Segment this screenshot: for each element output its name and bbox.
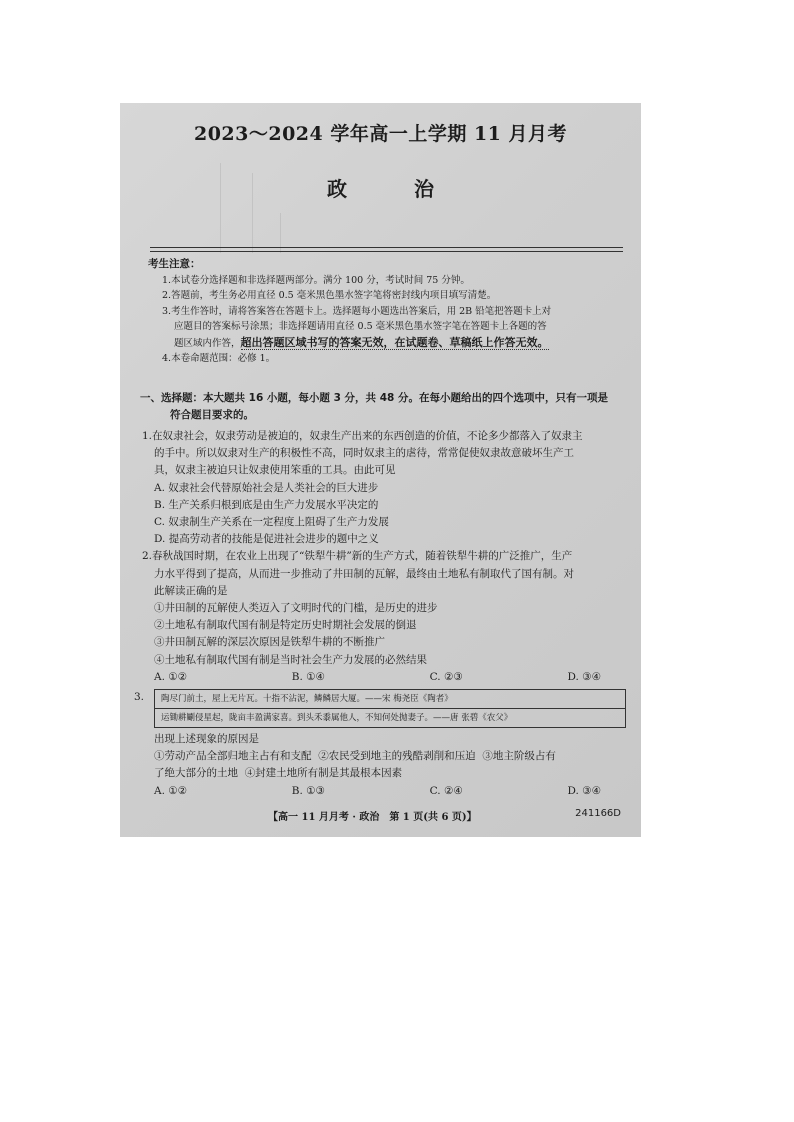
header-divider [150,247,623,248]
questions [134,428,629,800]
candidate-notice [148,257,625,367]
notice-heading: 考生注意： [148,258,201,270]
section-line: 符合题目要求的。 [170,409,254,421]
option-a: A. 奴隶社会代替原始社会是人类社会的巨大进步 [154,481,379,494]
question-2 [142,548,629,686]
question-1 [142,428,629,548]
header-divider [150,251,623,252]
question-stem: 出现上述现象的原因是 [154,733,259,746]
notice-item [148,335,625,352]
footer-page-info: 【高一 11 月月考 · 政治 第 1 页(共 6 页)】 [268,812,477,823]
option-d: D. ③④ [567,784,601,797]
exam-subject: 政 治 [327,177,464,201]
statement: ③井田制瓦解的深层次原因是铁犁牛耕的不断推广 [154,636,385,649]
poem-quote: 运锄耕劚侵星起，陇亩丰盈满家喜。到头禾黍属他人，不知何处抛妻子。——唐 张碧《农父》 [155,708,625,727]
statement: 了绝大部分的土地 [154,767,238,780]
notice-item: 4.本卷命题范围：必修 1。 [162,353,276,364]
exam-page-photo [120,103,641,837]
question-3 [134,689,629,800]
statements-line [142,748,629,765]
statement: ④土地私有制取代国有制是当时社会生产力发展的必然结果 [154,653,427,666]
question-stem: 2.春秋战国时期，在农业上出现了“铁犁牛耕”新的生产方式，随着铁犁牛耕的广泛推广，生产 [142,550,573,563]
option-a: A. ①② [154,670,188,683]
statement: ③地主阶级占有 [482,750,556,763]
option-d: D. ③④ [567,670,601,683]
statement: ②土地私有制取代国有制是特定历史时期社会发展的倒退 [154,619,417,632]
section-line: 一、选择题：本大题共 16 小题，每小题 3 分，共 48 分。在每小题给出的四个选项中，只有一项是 [140,392,608,404]
answer-options [142,669,629,686]
notice-item: 1.本试卷分选择题和非选择题两部分。满分 100 分，考试时间 75 分钟。 [162,274,470,286]
question-number: 3. [134,691,145,704]
exam-title: 2023～2024 学年高一上学期 11 月月考 [193,123,568,145]
option-c: C. ②④ [429,784,463,797]
statements-line [142,765,629,782]
answer-options [142,783,629,800]
question-stem: 此解读正确的是 [154,584,228,597]
notice-item: 应题目的答案标号涂黑；非选择题请用直径 0.5 毫米黑色墨水签字笔在答题卡上各题的答 [174,321,547,332]
question-stem: 力水平得到了提高，从而进一步推动了井田制的瓦解，最终由土地私有制取代了国有制。对 [154,567,574,580]
statement: ①劳动产品全部归地主占有和支配 [154,750,312,763]
statement: ①井田制的瓦解使人类迈入了文明时代的门槛，是历史的进步 [154,602,438,615]
poem-quote: 陶尽门前土，屋上无片瓦。十指不沾泥，鳞鳞居大厦。——宋 梅尧臣《陶者》 [161,694,453,705]
notice-item: 2.答题前，考生务必用直径 0.5 毫米黑色墨水签字笔将密封线内项目填写清楚。 [162,290,497,301]
notice-emphasis: 超出答题区域书写的答案无效，在试题卷、草稿纸上作答无效。 [240,335,549,349]
option-b: B. 生产关系归根到底是由生产力发展水平决定的 [154,498,379,511]
option-a: A. ①② [154,784,188,797]
option-c: C. 奴隶制生产关系在一定程度上阻碍了生产力发展 [154,516,389,529]
option-c: C. ②③ [429,670,463,683]
notice-item-text: 题区域内作答， [174,337,241,349]
question-stem: 的手中。所以奴隶对生产的积极性不高，同时奴隶主的虐待，常常促使奴隶故意破坏生产工 [154,447,574,460]
quote-box [154,689,626,728]
option-b: B. ①④ [291,670,325,683]
question-stem: 1.在奴隶社会，奴隶劳动是被迫的，奴隶生产出来的东西创造的价值，不论多少都落入了奴隶主 [142,430,583,442]
statement: ②农民受到地主的残酷剥削和压迫 [318,750,476,763]
option-b: B. ①③ [291,784,325,797]
statement: ④封建土地所有制是其最根本因素 [244,767,403,780]
section-heading [140,390,627,424]
footer-code: 241166D [575,808,621,819]
notice-item: 3.考生作答时，请将答案答在答题卡上。选择题每小题选出答案后，用 2B 铅笔把答题卡上对 [162,305,552,317]
option-d: D. 提高劳动者的技能是促进社会进步的题中之义 [154,533,379,546]
question-stem: 具，奴隶主被迫只让奴隶使用笨重的工具。由此可见 [154,464,396,477]
